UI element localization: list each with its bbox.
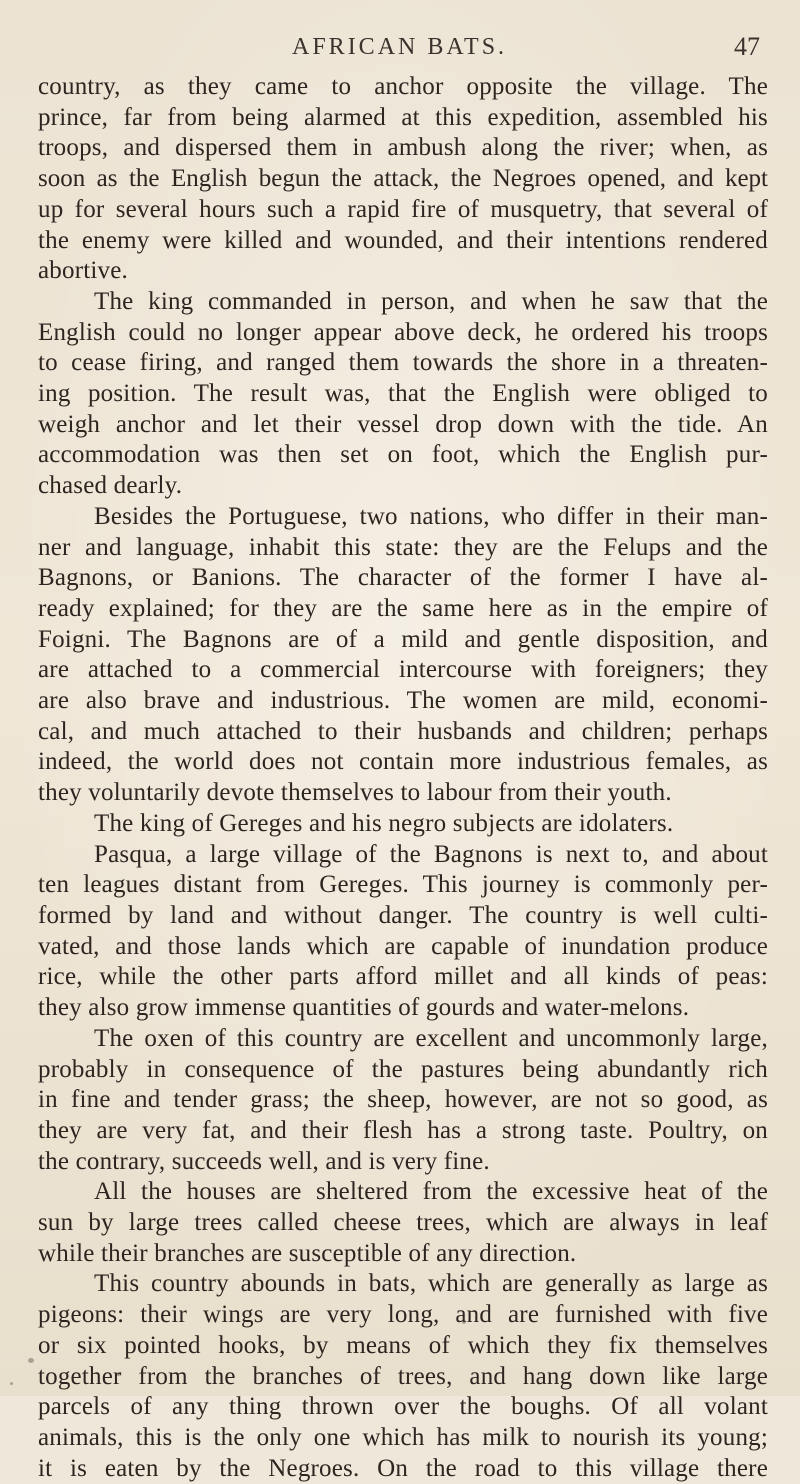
text-line: weigh anchor and let their vessel drop down with the tide. An (38, 410, 768, 438)
paragraph (38, 840, 768, 1024)
text-line: ing position. The result was, that the English were obliged to (38, 380, 768, 408)
text-line: are attached to a commercial intercourse with foreigners; they (38, 656, 768, 684)
text-line: pigeons: their wings are very long, and are furnished with five (38, 1301, 768, 1329)
text-line: indeed, the world does not contain more industrious females, as (38, 748, 768, 776)
text-line: probably in consequence of the pastures being abundantly rich (38, 1055, 768, 1083)
text-line: rice, while the other parts afford millet and all kinds of peas: (38, 963, 768, 991)
text-line: All the houses are sheltered from the excessive heat of the (94, 1178, 768, 1206)
text-line: in fine and tender grass; the sheep, however, are not so good, as (38, 1086, 768, 1114)
text-line: Pasqua, a large village of the Bagnons is next to, and about (94, 840, 768, 868)
text-line: animals, this is the only one which has milk to nourish its young; (38, 1423, 768, 1451)
text-line: up for several hours such a rapid fire of musquetry, that several of (38, 195, 768, 223)
paragraph (38, 1177, 768, 1269)
text-line: are also brave and industrious. The women are mild, economi- (38, 687, 768, 715)
running-head (0, 34, 800, 74)
paragraph (38, 1269, 768, 1484)
text-line: The oxen of this country are excellent and uncommonly large, (94, 1024, 768, 1052)
paper-speck (462, 1320, 466, 1324)
text-line: formed by land and without danger. The country is well culti- (38, 901, 768, 929)
text-line: Bagnons, or Banions. The character of the former I have al- (38, 564, 768, 592)
text-line: ready explained; for they are the same here as in the empire of (38, 594, 768, 622)
paragraph (38, 1024, 768, 1178)
body-text (38, 72, 768, 1484)
text-line: Foigni. The Bagnons are of a mild and gentle disposition, and (38, 625, 768, 653)
paragraph (38, 502, 768, 809)
text-line: The king commanded in person, and when he saw that the (94, 287, 768, 315)
page-number: 47 (734, 32, 760, 61)
text-line: soon as the English begun the attack, the Negroes opened, and kept (38, 165, 768, 193)
text-line: The king of Gereges and his negro subjects are idolaters. (94, 809, 674, 837)
text-line: sun by large trees called cheese trees, which are always in leaf (38, 1209, 768, 1237)
text-line: or six pointed hooks, by means of which they fix themselves (38, 1331, 768, 1359)
text-line: English could no longer appear above deck, he ordered his troops (38, 318, 768, 346)
text-line: prince, far from being alarmed at this expedition, assembled his (38, 103, 768, 131)
text-line: cal, and much attached to their husbands and children; perhaps (38, 717, 768, 745)
text-line: to cease firing, and ranged them towards the shore in a threaten- (38, 349, 768, 377)
paper-speck (10, 1382, 13, 1385)
text-line: together from the branches of trees, and hang down like large (38, 1362, 768, 1390)
text-line: they also grow immense quantities of gourds and water-melons. (38, 994, 690, 1022)
text-line: country, as they came to anchor opposite the village. The (38, 73, 768, 100)
running-head-title: AFRICAN BATS. (292, 34, 508, 60)
paragraph (38, 287, 768, 502)
text-line: accommodation was then set on foot, which the English pur- (38, 441, 768, 469)
paragraph (38, 72, 768, 287)
text-line: the contrary, succeeds well, and is very fine. (38, 1147, 490, 1175)
text-line: chased dearly. (38, 472, 183, 500)
paper-speck (28, 1358, 34, 1363)
text-line: ten leagues distant from Gereges. This journey is commonly per- (38, 871, 768, 899)
paragraph (38, 809, 768, 840)
text-line: they voluntarily devote themselves to labour from their youth. (38, 779, 672, 807)
text-line: the enemy were killed and wounded, and their intentions rendered (38, 226, 768, 254)
paper-speck (116, 1372, 121, 1376)
text-line: parcels of any thing thrown over the boughs. Of all volant (38, 1393, 768, 1421)
text-line: Besides the Portuguese, two nations, who differ in their man- (94, 502, 768, 530)
text-line: abortive. (38, 257, 128, 285)
text-line: they are very fat, and their flesh has a strong taste. Poultry, on (38, 1116, 768, 1144)
text-line: it is eaten by the Negroes. On the road to this village there (38, 1454, 768, 1482)
text-line: vated, and those lands which are capable of inundation produce (38, 932, 768, 960)
text-line: ner and language, inhabit this state: they are the Felups and the (38, 533, 768, 561)
text-line: while their branches are susceptible of any direction. (38, 1239, 577, 1267)
text-line: This country abounds in bats, which are generally as large as (94, 1270, 768, 1298)
text-line: troops, and dispersed them in ambush along the river; when, as (38, 134, 768, 162)
